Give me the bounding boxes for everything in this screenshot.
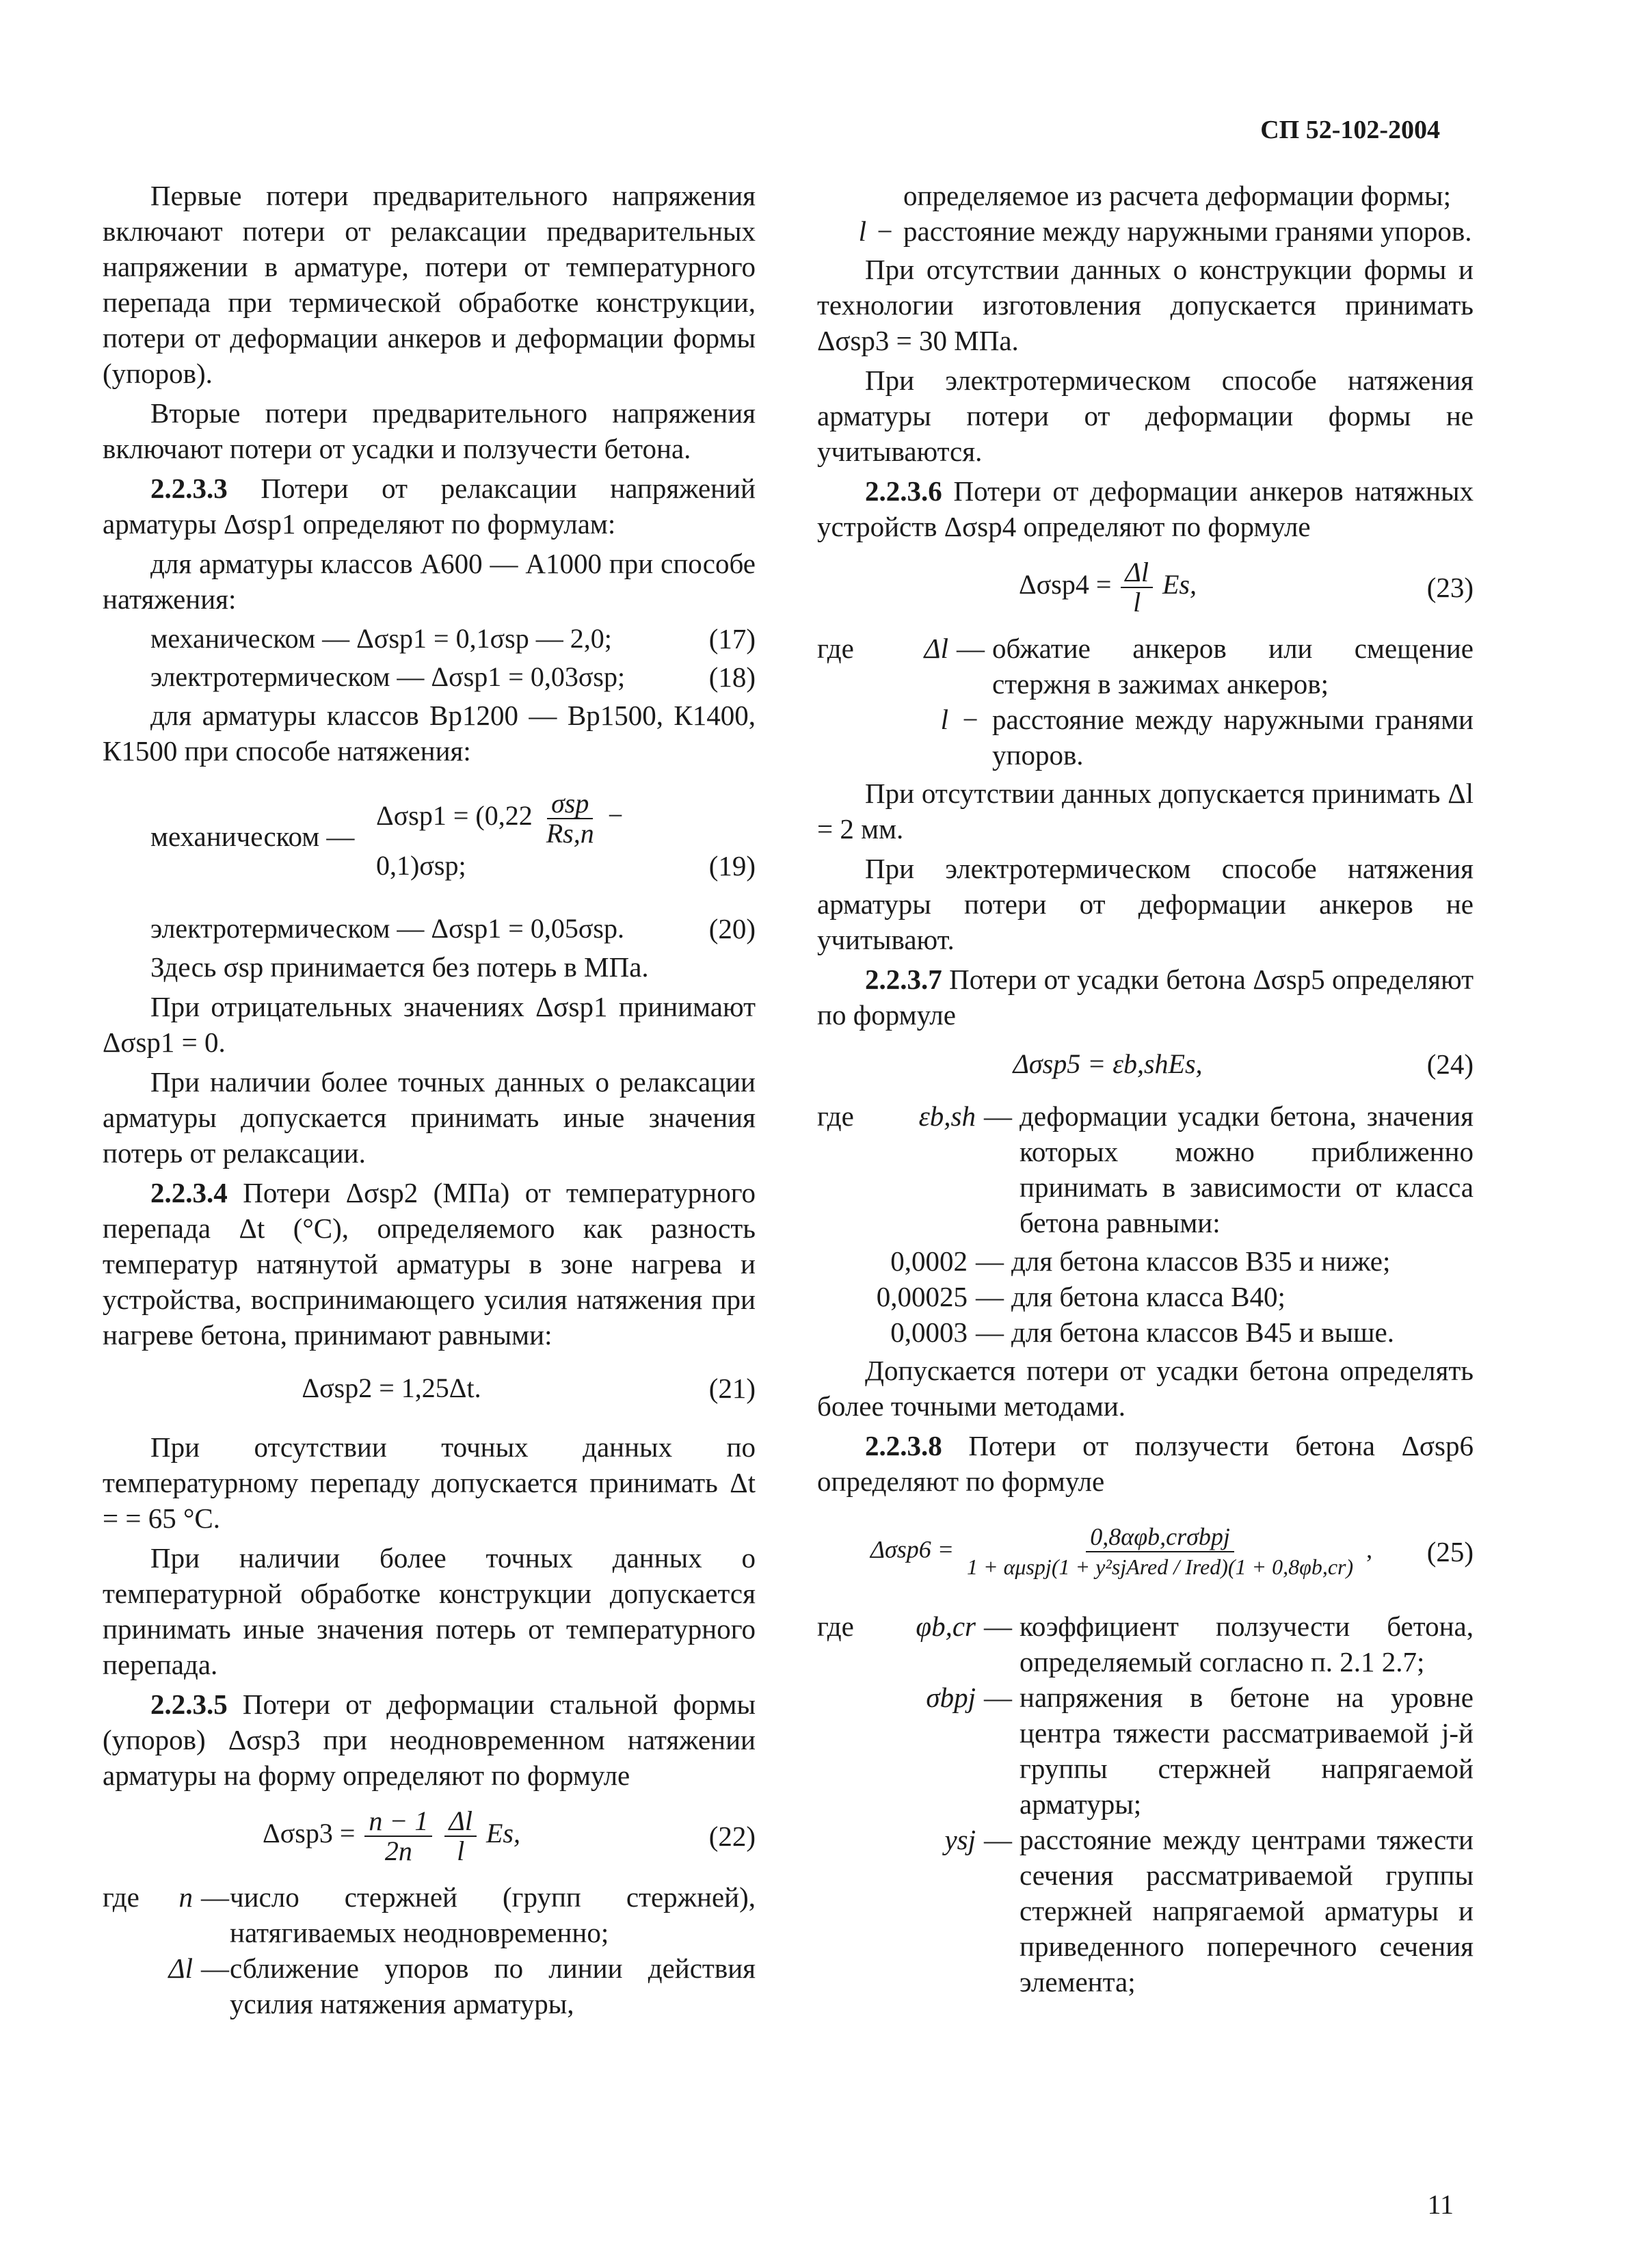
list-dash: — bbox=[976, 1245, 1004, 1277]
list-text: деформации усадки бетона, значения которых можно приближенно принимать в зависимости от класса бетона равными: bbox=[1020, 1100, 1474, 1238]
paragraph: для арматуры классов Вр1200 — Вр1500, К1400, К1500 при способе натяжения: bbox=[103, 700, 756, 767]
list-symbol: εb,sh bbox=[918, 1100, 976, 1132]
definition-list bbox=[817, 178, 1474, 249]
paragraph: При отсутствии данных допускается принимать Δl = 2 мм. bbox=[817, 778, 1474, 845]
section-text: Потери от релаксации напряжений арматуры Δσsp1 определяют по формулам: bbox=[103, 473, 756, 540]
list-text: напряжения в бетоне на уровне центра тяжести рассматриваемой j-й группы стержней напрягаемой арматуры; bbox=[1020, 1682, 1474, 1820]
list-dash: — bbox=[984, 1682, 1012, 1713]
value-list bbox=[817, 1243, 1474, 1350]
list-symbol: n bbox=[178, 1881, 193, 1913]
formula-number: (19) bbox=[708, 850, 756, 882]
section-7 bbox=[817, 962, 1474, 1033]
numerator: 0,8αφb,crσbpj bbox=[1086, 1522, 1234, 1552]
formula-18 bbox=[103, 659, 756, 695]
list-dash: — bbox=[984, 1824, 1012, 1855]
section-6 bbox=[817, 473, 1474, 544]
list-symbol: l bbox=[858, 215, 866, 247]
numerator: Δl bbox=[1121, 558, 1153, 588]
denominator: l bbox=[1133, 587, 1141, 618]
formula bbox=[817, 1522, 1426, 1581]
list-symbol: Δl bbox=[924, 633, 948, 664]
numerator: σsp bbox=[547, 789, 593, 819]
section-5 bbox=[103, 1686, 756, 1793]
numerator: Δl bbox=[444, 1807, 477, 1837]
right-column bbox=[817, 178, 1474, 2002]
list-symbol: φb,cr bbox=[916, 1611, 976, 1642]
formula-20 bbox=[103, 911, 756, 946]
list-dash: — bbox=[957, 633, 985, 664]
list-text: число стержней (групп стержней), натягиваемых неодновременно; bbox=[230, 1881, 756, 1948]
paragraph: для арматуры классов А600 — А1000 при способе натяжения: bbox=[103, 548, 756, 615]
paragraph: При электротермическом способе натяжения арматуры потери от деформации анкеров не учитывают. bbox=[817, 853, 1474, 955]
formula-part: Δσsp6 = bbox=[870, 1535, 955, 1563]
section-number: 2.2.3.4 bbox=[150, 1177, 228, 1208]
section-8 bbox=[817, 1428, 1474, 1499]
formula-25 bbox=[817, 1522, 1474, 1581]
section-4 bbox=[103, 1175, 756, 1353]
formula: электротермическом — Δσsp1 = 0,03σsp; bbox=[150, 661, 626, 692]
list-dash: — bbox=[976, 1281, 1004, 1312]
value: 0,0003 bbox=[890, 1316, 968, 1348]
formula-number: (22) bbox=[708, 1820, 756, 1852]
value: 0,0002 bbox=[890, 1245, 968, 1277]
paragraph: При отсутствии точных данных по температурному перепаду допускается принимать Δt = = 65 °С. bbox=[103, 1431, 756, 1534]
formula-number: (21) bbox=[708, 1373, 756, 1404]
value-text: для бетона классов В35 и ниже; bbox=[1011, 1245, 1391, 1277]
list-text: определяемое из расчета деформации формы; bbox=[903, 180, 1451, 211]
where-label: где bbox=[817, 633, 854, 664]
paragraph: При электротермическом способе натяжения арматуры потери от деформации формы не учитываются. bbox=[817, 365, 1474, 467]
paragraph: При наличии более точных данных о температурной обработке конструкции допускается принимать иные значения потерь от температурного перепада. bbox=[103, 1542, 756, 1680]
formula-part: , bbox=[1366, 1535, 1373, 1563]
paragraph: При отрицательных значениях Δσsp1 принимают Δσsp1 = 0. bbox=[103, 991, 756, 1058]
definition-list bbox=[817, 1608, 1474, 2000]
formula-part: − 0,1)σsp; bbox=[376, 800, 624, 881]
formula: Δσsp2 = 1,25Δt. bbox=[302, 1373, 481, 1403]
section-text: Потери от деформации анкеров натяжных устройств Δσsp4 определяют по формуле bbox=[817, 475, 1474, 542]
list-text: расстояние между наружными гранями упоров. bbox=[992, 704, 1474, 771]
list-symbol: l bbox=[940, 704, 948, 735]
formula-24 bbox=[817, 1046, 1474, 1082]
formula-part: Δσsp1 = (0,22 bbox=[376, 800, 533, 832]
formula-23 bbox=[817, 558, 1474, 617]
formula-part: Δσsp4 = bbox=[1018, 569, 1112, 600]
section-number: 2.2.3.6 bbox=[865, 475, 942, 507]
formula-number: (23) bbox=[1426, 572, 1474, 603]
paragraph: Вторые потери предварительного напряжения включают потери от усадки и ползучести бетона. bbox=[103, 397, 756, 464]
formula-number: (20) bbox=[708, 913, 756, 944]
list-text: коэффициент ползучести бетона, определяемый согласно п. 2.1 2.7; bbox=[1020, 1611, 1474, 1678]
where-label: где bbox=[103, 1881, 139, 1913]
where-label: где bbox=[817, 1611, 854, 1642]
formula bbox=[817, 558, 1398, 617]
denominator: 1 + αμspj(1 + y²sjAred / Ired)(1 + 0,8φb,cr) bbox=[967, 1554, 1354, 1579]
list-dash: − bbox=[962, 704, 978, 735]
document-code: СП 52-102-2004 bbox=[1260, 116, 1440, 144]
section-number: 2.2.3.3 bbox=[150, 473, 228, 504]
formula-number: (17) bbox=[708, 623, 756, 654]
value-text: для бетона класса В40; bbox=[1011, 1281, 1285, 1312]
section-text: Потери от деформации стальной формы (упоров) Δσsp3 при неодновременном натяжении арматуры на форму определяют по формуле bbox=[103, 1688, 756, 1791]
formula-number: (24) bbox=[1426, 1048, 1474, 1080]
denominator: l bbox=[457, 1836, 465, 1866]
list-symbol: σbpj bbox=[926, 1682, 976, 1713]
definition-list bbox=[103, 1879, 756, 2022]
section-text: Потери Δσsp2 (МПа) от температурного перепада Δt (°С), определяемого как разность температур натянутой арматуры в зоне нагрева и устройства, воспринимающего усилия натяжения при нагреве бетона, принимают равными: bbox=[103, 1177, 756, 1351]
numerator: n − 1 bbox=[364, 1807, 432, 1837]
list-dash: — bbox=[984, 1100, 1012, 1132]
formula-part: Es, bbox=[1162, 569, 1197, 600]
formula-part: Es, bbox=[486, 1818, 520, 1849]
formula bbox=[103, 1807, 680, 1866]
page-number: 11 bbox=[1427, 2189, 1454, 2220]
section-3 bbox=[103, 471, 756, 542]
section-number: 2.2.3.7 bbox=[865, 964, 942, 995]
paragraph: Первые потери предварительного напряжения включают потери от релаксации предварительных напряжении в арматуре, потери от температурного перепада при термической обработке конструкции, потери от деформации анкеров и деформации формы (упоров). bbox=[103, 180, 756, 389]
list-text: сближение упоров по линии действия усилия натяжения арматуры, bbox=[230, 1952, 756, 2019]
left-column bbox=[103, 178, 756, 2024]
fraction bbox=[542, 789, 598, 848]
formula: Δσsp5 = εb,shEs, bbox=[1013, 1048, 1203, 1079]
paragraph: Допускается потери от усадки бетона определять более точными методами. bbox=[817, 1355, 1474, 1422]
formula-label: механическом — bbox=[150, 821, 355, 852]
formula bbox=[376, 789, 680, 884]
value-text: для бетона классов В45 и выше. bbox=[1011, 1316, 1395, 1348]
list-dash: — bbox=[201, 1952, 229, 1984]
list-text: расстояние между наружными гранями упоров. bbox=[903, 215, 1472, 247]
paragraph: При отсутствии данных о конструкции формы и технологии изготовления допускается принимать Δσsp3 = 30 МПа. bbox=[817, 254, 1474, 356]
fraction bbox=[444, 1807, 477, 1866]
formula-part: Δσsp3 = bbox=[262, 1818, 356, 1849]
definition-list bbox=[817, 631, 1474, 773]
list-text: обжатие анкеров или смещение стержня в зажимах анкеров; bbox=[992, 633, 1474, 700]
fraction bbox=[364, 1807, 432, 1866]
formula: электротермическом — Δσsp1 = 0,05σsp. bbox=[150, 913, 624, 944]
formula-22 bbox=[103, 1807, 756, 1866]
list-dash: − bbox=[877, 215, 893, 247]
formula: механическом — Δσsp1 = 0,1σsp — 2,0; bbox=[150, 623, 612, 654]
list-dash: — bbox=[984, 1611, 1012, 1642]
fraction bbox=[1121, 558, 1153, 617]
list-symbol: Δl bbox=[168, 1952, 193, 1984]
value: 0,00025 bbox=[876, 1281, 968, 1312]
definition-list bbox=[817, 1098, 1474, 1241]
section-text: Потери от усадки бетона Δσsp5 определяют по формуле bbox=[817, 964, 1474, 1031]
paragraph: При наличии более точных данных о релаксации арматуры допускается принимать иные значения потерь от релаксации. bbox=[103, 1066, 756, 1169]
section-text: Потери от ползучести бетона Δσsp6 определяют по формуле bbox=[817, 1430, 1474, 1497]
denominator: 2n bbox=[384, 1836, 412, 1866]
formula-19 bbox=[103, 789, 756, 884]
where-label: где bbox=[817, 1100, 854, 1132]
list-dash: — bbox=[976, 1316, 1004, 1348]
paragraph: Здесь σsp принимается без потерь в МПа. bbox=[150, 951, 649, 983]
section-number: 2.2.3.5 bbox=[150, 1688, 228, 1720]
list-symbol: ysj bbox=[944, 1824, 976, 1855]
list-text: расстояние между центрами тяжести сечения рассматриваемой группы стержней напрягаемой арматуры и приведенного поперечного сечения элемента; bbox=[1020, 1824, 1474, 1998]
denominator: Rs,n bbox=[546, 818, 594, 849]
list-dash: — bbox=[201, 1881, 229, 1913]
formula-number: (18) bbox=[708, 661, 756, 693]
formula-21 bbox=[103, 1370, 756, 1406]
formula-17 bbox=[103, 621, 756, 657]
section-number: 2.2.3.8 bbox=[865, 1430, 942, 1461]
formula-number: (25) bbox=[1426, 1536, 1474, 1567]
fraction bbox=[963, 1522, 1357, 1581]
